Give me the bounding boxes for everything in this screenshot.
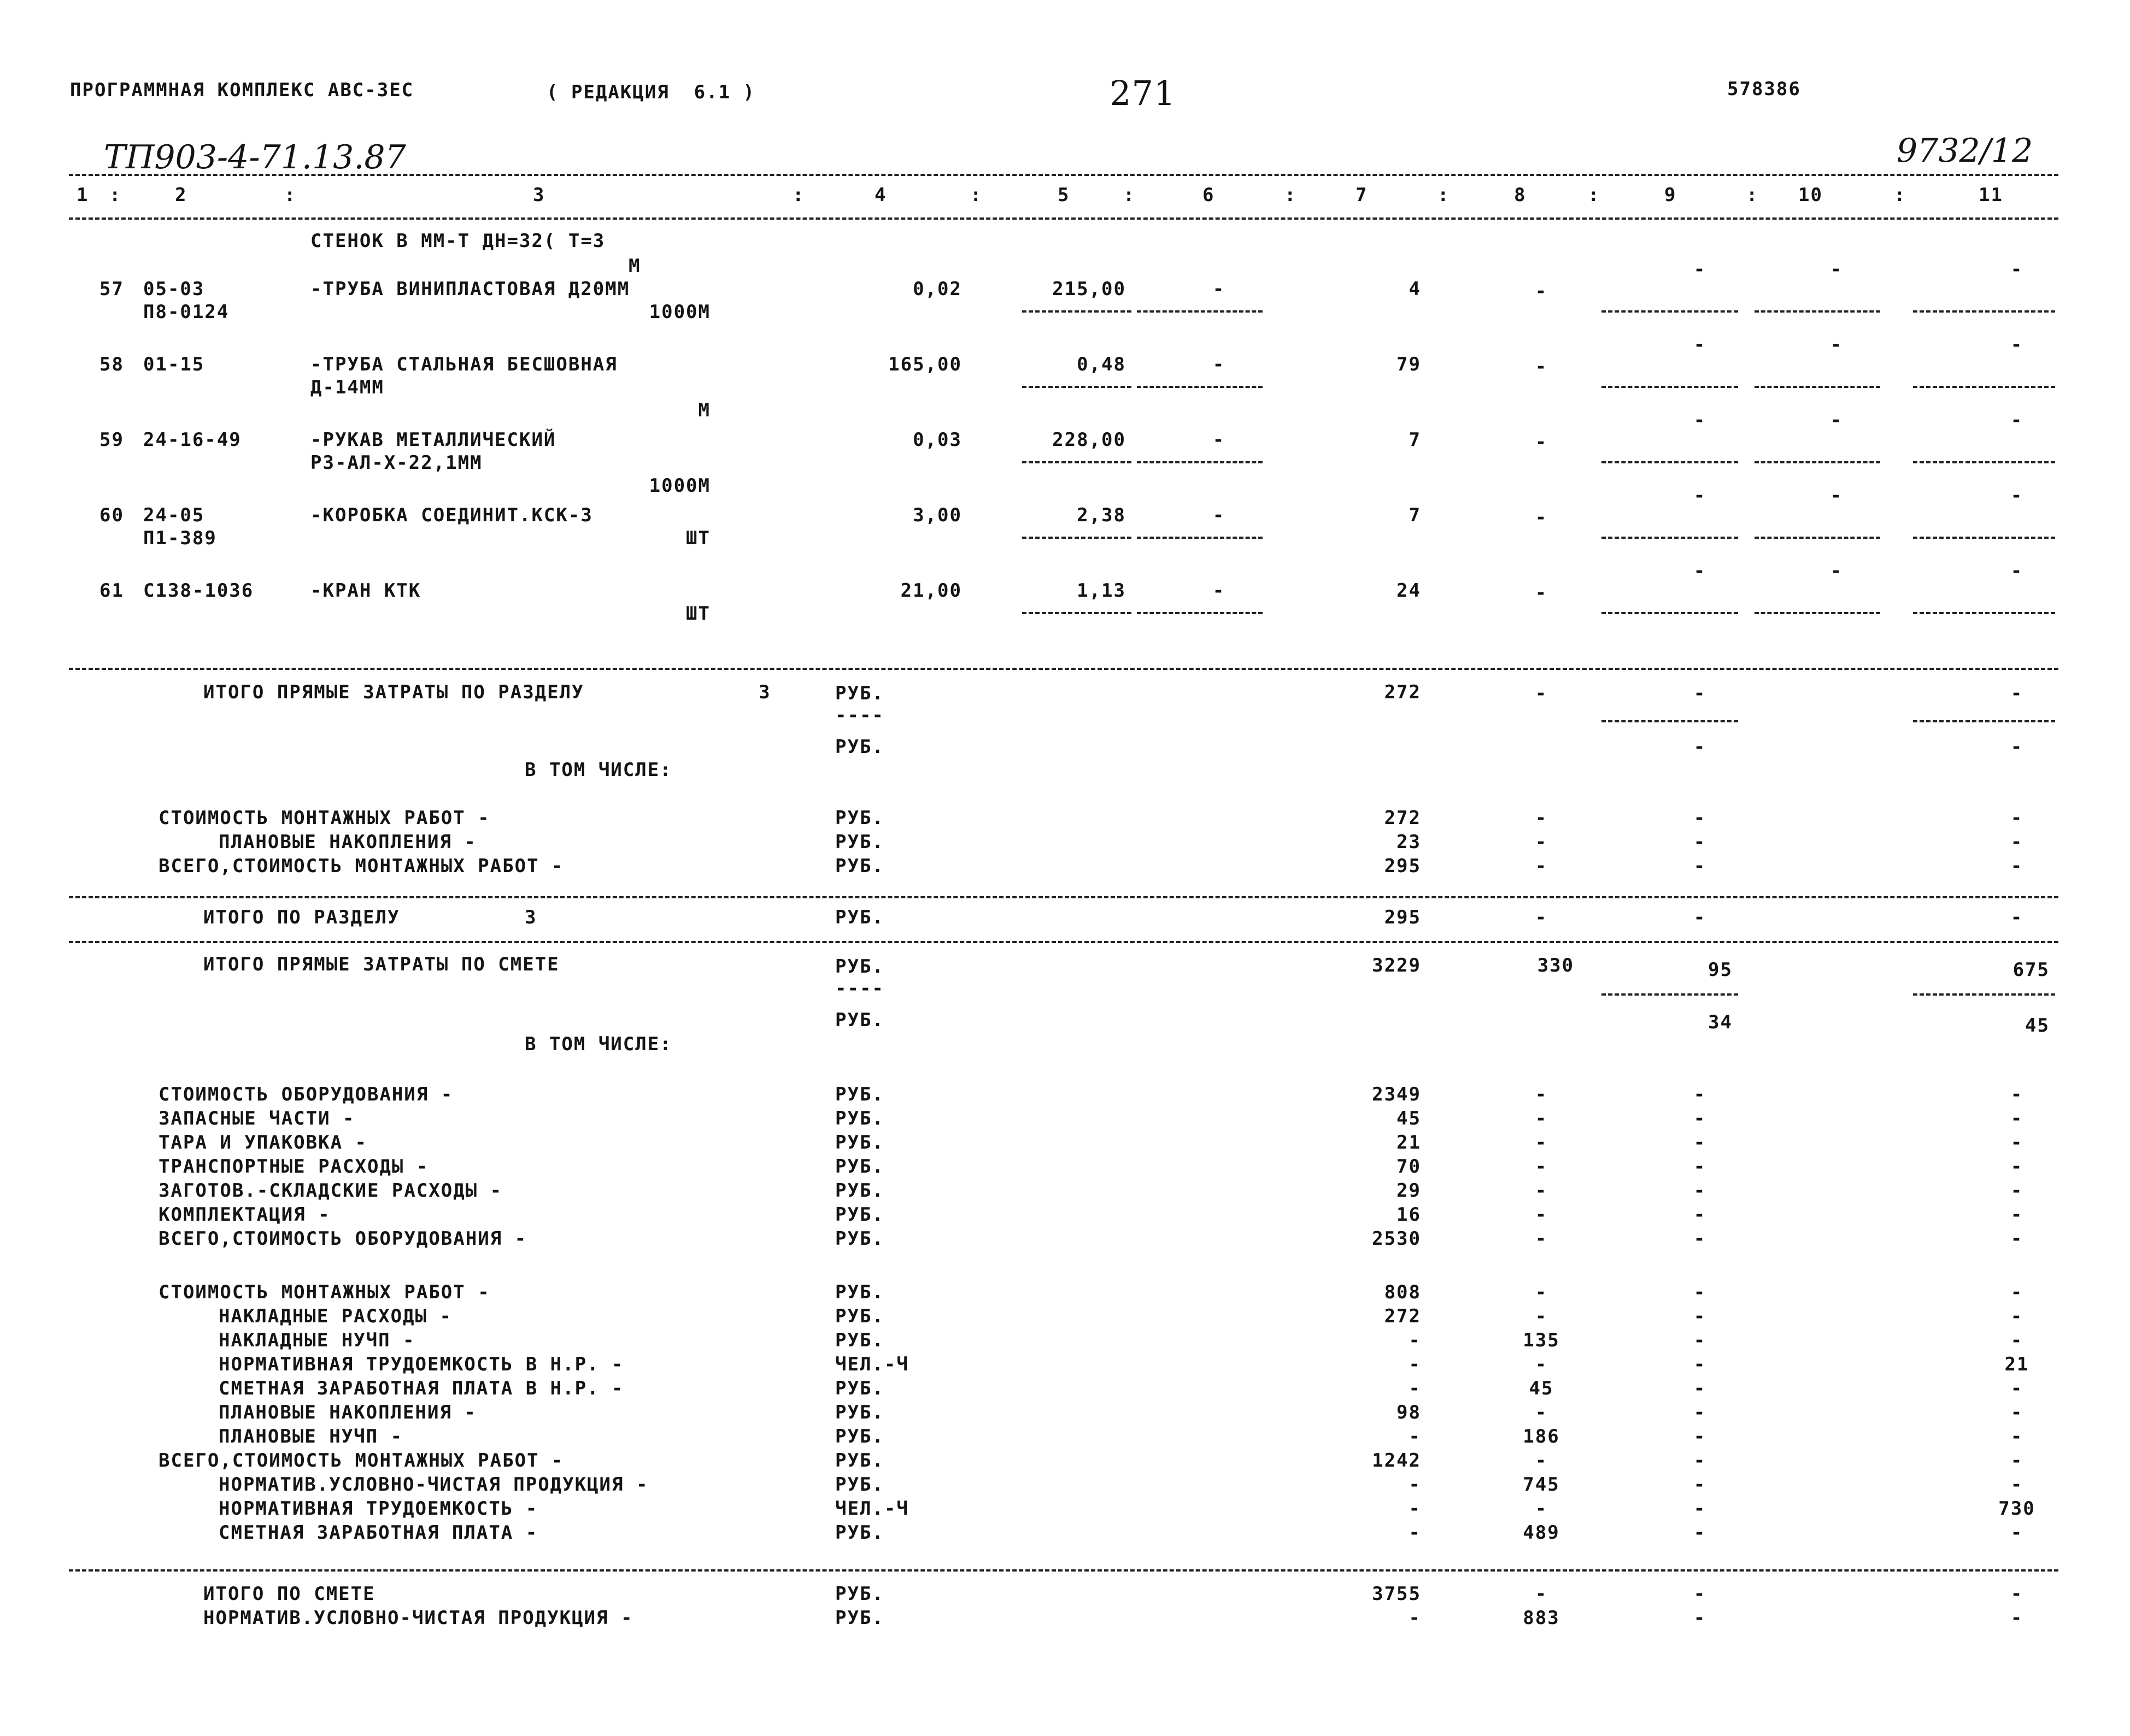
item-code: 24-16-49: [143, 429, 242, 451]
mounting_lines-label: НОРМАТИВ.УСЛОВНО-ЧИСТАЯ ПРОДУКЦИЯ -: [219, 1474, 649, 1496]
equipment_lines-c9: -: [1693, 1204, 1706, 1226]
equipment_lines-label: СТОИМОСТЬ ОБОРУДОВАНИЯ -: [159, 1084, 454, 1105]
final-rule: [69, 1569, 2058, 1572]
mounting_lines-c7: 272: [1384, 1305, 1421, 1327]
item-code: 05-03: [143, 278, 205, 300]
mounting_lines-unit: РУБ.: [835, 1402, 884, 1423]
mounting_lines-c8: 745: [1523, 1474, 1560, 1496]
section-itogo-c8: -: [1535, 907, 1548, 928]
column-header-4: 4: [875, 184, 887, 206]
mounting_lines-c11: -: [2010, 1378, 2023, 1399]
equipment_lines-c11: -: [2010, 1204, 2023, 1226]
mounting_lines-c11: 21: [2004, 1354, 2029, 1375]
mounting_lines-label: СМЕТНАЯ ЗАРАБОТНАЯ ПЛАТА -: [219, 1522, 538, 1544]
section_lines-c9: -: [1693, 831, 1706, 853]
item-c9: -: [1693, 334, 1706, 356]
section-total-c11-rule: [1913, 720, 2055, 722]
item-c10: -: [1830, 485, 1843, 507]
section_lines-label: ПЛАНОВЫЕ НАКОПЛЕНИЯ -: [219, 831, 477, 853]
item-c10: -: [1830, 560, 1843, 582]
mounting_lines-label: ВСЕГО,СТОИМОСТЬ МОНТАЖНЫХ РАБОТ -: [159, 1450, 564, 1472]
estimate-total-unit-dash: ----: [835, 978, 884, 999]
item-subtotal-rule: [1913, 386, 2055, 388]
mounting_lines-c11: -: [2010, 1450, 2023, 1472]
column-header-10: 10: [1798, 184, 1823, 206]
section-itogo-label: ИТОГО ПО РАЗДЕЛУ: [203, 907, 400, 928]
item-subtotal-rule: [1913, 537, 2055, 539]
column-separator: :: [1894, 184, 1906, 206]
mounting_lines-c7: -: [1409, 1474, 1421, 1496]
program-name: ПРОГРАММНАЯ КОМПЛЕКС АВС-ЗЕС: [70, 79, 414, 101]
item-number: 61: [99, 580, 124, 602]
equipment_lines-c11: -: [2010, 1156, 2023, 1178]
section-total-c11b: -: [2010, 736, 2023, 758]
mounting_lines-c8: -: [1535, 1498, 1548, 1520]
item-c9: -: [1693, 485, 1706, 507]
item-c11: -: [2010, 334, 2023, 356]
item-c11: -: [2010, 560, 2023, 582]
mounting_lines-c8: -: [1535, 1305, 1548, 1327]
mounting_lines-c11: -: [2010, 1426, 2023, 1447]
estimate-total-c11b: 45: [2025, 1015, 2050, 1037]
mounting_lines-label: НОРМАТИВНАЯ ТРУДОЕМКОСТЬ -: [219, 1498, 538, 1520]
section_lines-c7: 23: [1396, 831, 1421, 853]
items-bottom-rule: [69, 668, 2058, 670]
item-c10: -: [1830, 258, 1843, 280]
item-c6: -: [1212, 278, 1225, 300]
equipment_lines-unit: РУБ.: [835, 1228, 884, 1250]
item-c6: -: [1212, 504, 1225, 526]
mounting_lines-c8: 45: [1529, 1378, 1554, 1399]
item-code-2: П8-0124: [143, 301, 230, 323]
item-price: 2,38: [1077, 504, 1126, 526]
section_lines-c8: -: [1535, 831, 1548, 853]
item-subtotal-rule: [1755, 310, 1880, 313]
item-subtotal-rule: [1137, 461, 1263, 463]
item-quantity: 21,00: [900, 580, 962, 602]
column-separator: :: [284, 184, 297, 206]
item-quantity: 0,02: [913, 278, 962, 300]
item-c8: -: [1535, 507, 1548, 528]
mounting_lines-c7: -: [1409, 1426, 1421, 1447]
equipment_lines-c8: -: [1535, 1108, 1548, 1129]
mounting_lines-c11: -: [2010, 1402, 2023, 1423]
mounting_lines-c8: 489: [1523, 1522, 1560, 1544]
mounting_lines-c7: -: [1409, 1378, 1421, 1399]
item-c6: -: [1212, 429, 1225, 451]
item-code-2: П1-389: [143, 527, 217, 549]
section-total-unit-2: РУБ.: [835, 736, 884, 758]
equipment_lines-c9: -: [1693, 1180, 1706, 1202]
section_lines-c8: -: [1535, 855, 1548, 877]
estimate-total-c8: 330: [1537, 955, 1574, 976]
item-subtotal-rule: [1137, 537, 1263, 539]
final_lines-c7: 3755: [1372, 1583, 1421, 1605]
equipment_lines-c9: -: [1693, 1108, 1706, 1129]
equipment_lines-c8: -: [1535, 1204, 1548, 1226]
section_lines-unit: РУБ.: [835, 855, 884, 877]
final_lines-c7: -: [1409, 1607, 1421, 1629]
section_lines-unit: РУБ.: [835, 807, 884, 829]
mounting_lines-unit: РУБ.: [835, 1281, 884, 1303]
equipment_lines-c8: -: [1535, 1156, 1548, 1178]
section_lines-c11: -: [2010, 807, 2023, 829]
section-itogo-number: 3: [525, 907, 537, 928]
section-total-c8: -: [1535, 682, 1548, 704]
item-c6: -: [1212, 580, 1225, 602]
equipment_lines-c8: -: [1535, 1132, 1548, 1154]
final_lines-unit: РУБ.: [835, 1583, 884, 1605]
item-name-2: Р3-АЛ-Х-22,1ММ: [310, 452, 483, 474]
mounting_lines-label: НОРМАТИВНАЯ ТРУДОЕМКОСТЬ В Н.Р. -: [219, 1354, 624, 1375]
item-subtotal-rule: [1601, 612, 1738, 614]
document-number: 9732/12: [1897, 132, 2033, 170]
estimate-total-c11: 675: [2012, 959, 2050, 981]
column-separator: :: [970, 184, 983, 206]
column-separator: :: [793, 184, 805, 206]
item-code: 01-15: [143, 354, 205, 375]
estimate-total-c9-rule: [1601, 993, 1738, 996]
item-subtotal-rule: [1137, 612, 1263, 614]
item-c7: 7: [1409, 429, 1421, 451]
final_lines-unit: РУБ.: [835, 1607, 884, 1629]
mounting_lines-c11: -: [2010, 1522, 2023, 1544]
mounting_lines-label: НАКЛАДНЫЕ РАСХОДЫ -: [219, 1305, 452, 1327]
item-number: 58: [99, 354, 124, 375]
estimate-total-unit: РУБ.: [835, 956, 884, 978]
item-subtotal-rule: [1137, 386, 1263, 388]
column-header-2: 2: [175, 184, 187, 206]
item-price: 1,13: [1077, 580, 1126, 602]
section_lines-c7: 295: [1384, 855, 1421, 877]
item-subtotal-rule: [1601, 310, 1738, 313]
item-c8: -: [1535, 582, 1548, 604]
project-reference: ТП903-4-71.13.87: [104, 138, 406, 176]
section-total-number: 3: [759, 681, 771, 703]
section-total-c9: -: [1693, 682, 1706, 704]
item-subtotal-rule: [1913, 612, 2055, 614]
column-header-8: 8: [1514, 184, 1527, 206]
equipment_lines-c9: -: [1693, 1132, 1706, 1154]
mounting_lines-c9: -: [1693, 1329, 1706, 1351]
mounting_lines-c9: -: [1693, 1450, 1706, 1472]
item-c7: 79: [1396, 354, 1421, 375]
mounting_lines-c9: -: [1693, 1498, 1706, 1520]
item-name: -РУКАВ МЕТАЛЛИЧЕСКИЙ: [310, 429, 556, 451]
final_lines-c8: -: [1535, 1583, 1548, 1605]
final_lines-label: НОРМАТИВ.УСЛОВНО-ЧИСТАЯ ПРОДУКЦИЯ -: [203, 1607, 633, 1629]
estimate-total-label: ИТОГО ПРЯМЫЕ ЗАТРАТЫ ПО СМЕТЕ: [203, 954, 560, 975]
final_lines-c11: -: [2010, 1607, 2023, 1629]
mounting_lines-label: СТОИМОСТЬ МОНТАЖНЫХ РАБОТ -: [159, 1281, 490, 1303]
section-itogo-c11: -: [2010, 907, 2023, 928]
mounting_lines-c9: -: [1693, 1354, 1706, 1375]
mounting_lines-unit: РУБ.: [835, 1305, 884, 1327]
equipment_lines-c8: -: [1535, 1180, 1548, 1202]
column-header-11: 11: [1979, 184, 2003, 206]
item-code: 24-05: [143, 504, 205, 526]
equipment_lines-label: ВСЕГО,СТОИМОСТЬ ОБОРУДОВАНИЯ -: [159, 1228, 527, 1250]
equipment_lines-c7: 29: [1396, 1180, 1421, 1202]
mounting_lines-label: НАКЛАДНЫЕ НУЧП -: [219, 1329, 415, 1351]
mounting_lines-unit: ЧЕЛ.-Ч: [835, 1354, 909, 1375]
equipment_lines-c9: -: [1693, 1156, 1706, 1178]
item-c10: -: [1830, 334, 1843, 356]
equipment_lines-unit: РУБ.: [835, 1180, 884, 1202]
column-separator: :: [1123, 184, 1136, 206]
mounting_lines-c9: -: [1693, 1474, 1706, 1496]
item-subtotal-rule: [1913, 461, 2055, 463]
item-c8: -: [1535, 431, 1548, 453]
continuation-text: СТЕНОК В ММ-Т ДН=32( Т=3: [310, 230, 606, 252]
mounting_lines-c7: -: [1409, 1498, 1421, 1520]
edition-label: ( РЕДАКЦИЯ 6.1 ): [547, 81, 755, 103]
item-name: -КРАН КТК: [310, 580, 421, 602]
continuation-unit: М: [629, 255, 641, 277]
item-quantity: 0,03: [913, 429, 962, 451]
section-total-c9-rule: [1601, 720, 1738, 722]
section_lines-label: СТОИМОСТЬ МОНТАЖНЫХ РАБОТ -: [159, 807, 490, 829]
item-name: -КОРОБКА СОЕДИНИТ.КСК-3: [310, 504, 593, 526]
mounting_lines-c7: 1242: [1372, 1450, 1421, 1472]
equipment_lines-c7: 2349: [1372, 1084, 1421, 1105]
equipment_lines-c11: -: [2010, 1180, 2023, 1202]
item-unit: ШТ: [686, 527, 711, 549]
item-subtotal-rule: [1022, 461, 1131, 463]
mounting_lines-c7: 98: [1396, 1402, 1421, 1423]
item-unit: 1000М: [649, 475, 711, 497]
equipment_lines-label: КОМПЛЕКТАЦИЯ -: [159, 1204, 331, 1226]
equipment_lines-unit: РУБ.: [835, 1108, 884, 1129]
equipment_lines-c7: 45: [1396, 1108, 1421, 1129]
equipment_lines-c8: -: [1535, 1084, 1548, 1105]
item-c8: -: [1535, 280, 1548, 302]
equipment_lines-unit: РУБ.: [835, 1156, 884, 1178]
column-header-7: 7: [1356, 184, 1368, 206]
item-unit: М: [698, 399, 711, 421]
equipment_lines-unit: РУБ.: [835, 1132, 884, 1154]
mounting_lines-c8: -: [1535, 1402, 1548, 1423]
final_lines-c9: -: [1693, 1607, 1706, 1629]
item-number: 59: [99, 429, 124, 451]
mounting_lines-c7: -: [1409, 1329, 1421, 1351]
item-price: 228,00: [1052, 429, 1126, 451]
estimate-total-c7: 3229: [1372, 955, 1421, 976]
mounting_lines-c9: -: [1693, 1402, 1706, 1423]
mounting_lines-unit: РУБ.: [835, 1450, 884, 1472]
item-quantity: 165,00: [888, 354, 962, 375]
item-subtotal-rule: [1601, 386, 1738, 388]
mounting_lines-c8: -: [1535, 1281, 1548, 1303]
column-header-9: 9: [1664, 184, 1677, 206]
item-price: 0,48: [1077, 354, 1126, 375]
section_lines-label: ВСЕГО,СТОИМОСТЬ МОНТАЖНЫХ РАБОТ -: [159, 855, 564, 877]
mounting_lines-c9: -: [1693, 1426, 1706, 1447]
mounting_lines-label: СМЕТНАЯ ЗАРАБОТНАЯ ПЛАТА В Н.Р. -: [219, 1378, 624, 1399]
item-code: С138-1036: [143, 580, 254, 602]
column-separator: :: [1746, 184, 1759, 206]
section_lines-c11: -: [2010, 831, 2023, 853]
final_lines-c8: 883: [1523, 1607, 1560, 1629]
equipment_lines-c11: -: [2010, 1132, 2023, 1154]
equipment_lines-c9: -: [1693, 1084, 1706, 1105]
section-total-unit: РУБ.: [835, 682, 884, 704]
page-number: 271: [1110, 73, 1176, 113]
mounting_lines-c7: -: [1409, 1354, 1421, 1375]
item-subtotal-rule: [1022, 612, 1131, 614]
item-number: 57: [99, 278, 124, 300]
mounting_lines-c8: 135: [1523, 1329, 1560, 1351]
final_lines-label: ИТОГО ПО СМЕТЕ: [203, 1583, 375, 1605]
equipment_lines-label: ТРАНСПОРТНЫЕ РАСХОДЫ -: [159, 1156, 429, 1178]
mounting_lines-unit: ЧЕЛ.-Ч: [835, 1498, 909, 1520]
item-c9: -: [1693, 258, 1706, 280]
item-subtotal-rule: [1755, 386, 1880, 388]
section-total-c11: -: [2010, 682, 2023, 704]
item-quantity: 3,00: [913, 504, 962, 526]
mounting_lines-c11: -: [2010, 1281, 2023, 1303]
item-c6: -: [1212, 354, 1225, 375]
section-total-c9b: -: [1693, 736, 1706, 758]
column-header-6: 6: [1202, 184, 1215, 206]
item-c9: -: [1693, 409, 1706, 431]
equipment_lines-label: ЗАГОТОВ.-СКЛАДСКИЕ РАСХОДЫ -: [159, 1180, 503, 1202]
section-itogo-c9: -: [1693, 907, 1706, 928]
estimate-total-unit-2: РУБ.: [835, 1009, 884, 1031]
equipment_lines-c7: 2530: [1372, 1228, 1421, 1250]
item-c9: -: [1693, 560, 1706, 582]
item-subtotal-rule: [1137, 310, 1263, 313]
column-separator: :: [1284, 184, 1297, 206]
mounting_lines-c11: 730: [1998, 1498, 2035, 1520]
equipment_lines-c11: -: [2010, 1108, 2023, 1129]
final_lines-c11: -: [2010, 1583, 2023, 1605]
item-c10: -: [1830, 409, 1843, 431]
item-c7: 24: [1396, 580, 1421, 602]
mounting_lines-c8: 186: [1523, 1426, 1560, 1447]
mounting_lines-unit: РУБ.: [835, 1329, 884, 1351]
estimate-rule: [69, 941, 2058, 943]
section_lines-c8: -: [1535, 807, 1548, 829]
mounting_lines-c9: -: [1693, 1305, 1706, 1327]
item-c11: -: [2010, 485, 2023, 507]
section-itogo-unit: РУБ.: [835, 907, 884, 928]
mounting_lines-label: ПЛАНОВЫЕ НУЧП -: [219, 1426, 403, 1447]
mounting_lines-c11: -: [2010, 1474, 2023, 1496]
including-label-2: В ТОМ ЧИСЛЕ:: [525, 1033, 672, 1055]
item-c7: 4: [1409, 278, 1421, 300]
mounting_lines-unit: РУБ.: [835, 1426, 884, 1447]
mounting_lines-unit: РУБ.: [835, 1378, 884, 1399]
item-subtotal-rule: [1755, 461, 1880, 463]
section-total-c7: 272: [1384, 681, 1421, 703]
item-c8: -: [1535, 356, 1548, 378]
column-header-1: 1: [77, 184, 89, 206]
section_lines-unit: РУБ.: [835, 831, 884, 853]
item-subtotal-rule: [1022, 310, 1131, 313]
including-label: В ТОМ ЧИСЛЕ:: [525, 759, 672, 781]
item-subtotal-rule: [1913, 310, 2055, 313]
section_lines-c11: -: [2010, 855, 2023, 877]
section-itogo-c7: 295: [1384, 907, 1421, 928]
section-total-unit-dash: ----: [835, 704, 884, 726]
mounting_lines-c8: -: [1535, 1450, 1548, 1472]
header-rule: [69, 174, 2058, 176]
estimate-total-c11-rule: [1913, 993, 2055, 996]
column-header-5: 5: [1058, 184, 1070, 206]
column-header-3: 3: [533, 184, 545, 206]
item-subtotal-rule: [1755, 612, 1880, 614]
item-subtotal-rule: [1601, 537, 1738, 539]
mounting_lines-c7: 808: [1384, 1281, 1421, 1303]
equipment_lines-c11: -: [2010, 1228, 2023, 1250]
item-number: 60: [99, 504, 124, 526]
column-separator: :: [1437, 184, 1450, 206]
section_lines-c9: -: [1693, 807, 1706, 829]
equipment_lines-label: ТАРА И УПАКОВКА -: [159, 1132, 367, 1154]
item-price: 215,00: [1052, 278, 1126, 300]
item-unit: 1000М: [649, 301, 711, 323]
column-separator: :: [1588, 184, 1600, 206]
item-subtotal-rule: [1022, 537, 1131, 539]
document-code: 578386: [1727, 78, 1801, 100]
equipment_lines-c7: 16: [1396, 1204, 1421, 1226]
estimate-total-c9: 95: [1708, 959, 1733, 981]
equipment_lines-unit: РУБ.: [835, 1084, 884, 1105]
item-name: -ТРУБА ВИНИПЛАСТОВАЯ Д20ММ: [310, 278, 630, 300]
mounting_lines-c9: -: [1693, 1522, 1706, 1544]
item-c11: -: [2010, 258, 2023, 280]
column-separator: :: [109, 184, 122, 206]
item-subtotal-rule: [1755, 537, 1880, 539]
item-subtotal-rule: [1022, 386, 1131, 388]
equipment_lines-c7: 21: [1396, 1132, 1421, 1154]
section-total-label: ИТОГО ПРЯМЫЕ ЗАТРАТЫ ПО РАЗДЕЛУ: [203, 681, 584, 703]
section_lines-c7: 272: [1384, 807, 1421, 829]
section_lines-c9: -: [1693, 855, 1706, 877]
mounting_lines-c7: -: [1409, 1522, 1421, 1544]
item-name: -ТРУБА СТАЛЬНАЯ БЕСШОВНАЯ: [310, 354, 618, 375]
mounting_lines-c8: -: [1535, 1354, 1548, 1375]
mounting_lines-c9: -: [1693, 1281, 1706, 1303]
equipment_lines-unit: РУБ.: [835, 1204, 884, 1226]
final_lines-c9: -: [1693, 1583, 1706, 1605]
column-header-rule: [69, 217, 2058, 220]
item-name-2: Д-14ММ: [310, 376, 384, 398]
item-c7: 7: [1409, 504, 1421, 526]
equipment_lines-c8: -: [1535, 1228, 1548, 1250]
item-c11: -: [2010, 409, 2023, 431]
equipment_lines-c9: -: [1693, 1228, 1706, 1250]
estimate-total-c9b: 34: [1708, 1011, 1733, 1033]
equipment_lines-label: ЗАПАСНЫЕ ЧАСТИ -: [159, 1108, 355, 1129]
mounting_lines-label: ПЛАНОВЫЕ НАКОПЛЕНИЯ -: [219, 1402, 477, 1423]
equipment_lines-c7: 70: [1396, 1156, 1421, 1178]
mounting_lines-c11: -: [2010, 1329, 2023, 1351]
mounting_lines-c9: -: [1693, 1378, 1706, 1399]
mounting_lines-unit: РУБ.: [835, 1522, 884, 1544]
item-subtotal-rule: [1601, 461, 1738, 463]
item-unit: ШТ: [686, 603, 711, 625]
mounting_lines-unit: РУБ.: [835, 1474, 884, 1496]
section-lines-rule: [69, 896, 2058, 898]
equipment_lines-c11: -: [2010, 1084, 2023, 1105]
mounting_lines-c11: -: [2010, 1305, 2023, 1327]
